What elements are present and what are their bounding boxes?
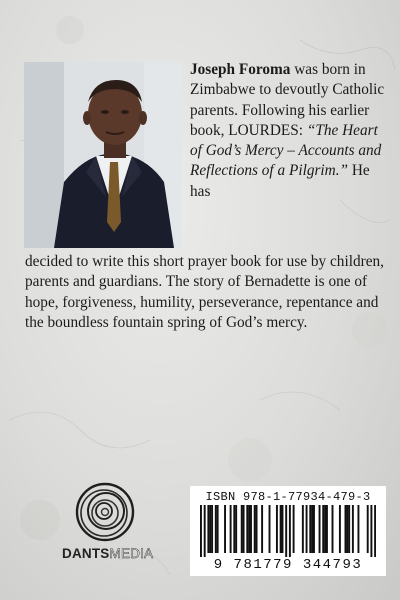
barcode-bar — [293, 505, 295, 553]
author-name: Joseph Foroma — [190, 61, 291, 78]
barcode-bar — [324, 505, 326, 553]
barcode-bar — [374, 505, 376, 557]
barcode-bar — [302, 505, 304, 553]
bio-intro: was born in Zimbabwe to devoutly Catholic parents. Following his earlier book, LOURDES: — [190, 61, 385, 139]
barcode-bar — [248, 505, 250, 553]
barcode-bar — [313, 505, 315, 553]
barcode-bar — [224, 505, 226, 553]
publisher-name-part2: MEDIA — [109, 546, 154, 561]
barcode-bar — [217, 505, 219, 553]
barcode-bar — [306, 505, 308, 553]
barcode-bar — [322, 505, 324, 553]
barcode-bar — [246, 505, 248, 553]
author-bio-continued — [25, 252, 390, 333]
barcode-bar — [319, 505, 321, 553]
barcode-bar — [256, 505, 258, 553]
barcode-bar — [215, 505, 217, 553]
barcode-bar — [289, 505, 291, 557]
barcode-bar — [309, 505, 311, 553]
barcode-bar — [311, 505, 313, 553]
barcode-bar — [332, 505, 334, 553]
barcode-bar — [261, 505, 263, 553]
barcode-bar — [209, 505, 211, 553]
earlier-book-title: “The Heart of God’s Mercy – Accounts and Reflections of a Pilgrim.” — [190, 121, 382, 180]
publisher-logo — [62, 480, 154, 572]
barcode-bar — [280, 505, 282, 553]
publisher-name-part1: DANTS — [62, 546, 110, 561]
publisher-name — [62, 546, 154, 561]
barcode-bar — [204, 505, 206, 557]
barcode-bar — [235, 505, 237, 553]
isbn-barcode — [190, 486, 386, 576]
barcode-bar — [357, 505, 359, 553]
barcode-bar — [207, 505, 209, 553]
barcode-bar — [282, 505, 284, 553]
barcode-bar — [269, 505, 271, 553]
barcode-bar — [243, 505, 245, 553]
author-bio-top — [190, 60, 390, 202]
barcode-bar — [211, 505, 213, 553]
barcode-digits: 9 781779 344793 — [213, 557, 363, 573]
barcode-bar — [285, 505, 287, 557]
barcode-bar — [276, 505, 278, 553]
barcode-bar — [352, 505, 354, 553]
barcode-bar — [370, 505, 372, 557]
barcode-bar — [200, 505, 202, 557]
barcode-bar — [233, 505, 235, 553]
barcode-bar — [367, 505, 369, 553]
bio-after-title: He has — [190, 162, 370, 200]
barcode-bar — [346, 505, 348, 553]
barcode-bar — [339, 505, 341, 553]
barcode-bar — [250, 505, 252, 553]
barcode-bar — [348, 505, 350, 553]
barcode-bar — [254, 505, 256, 553]
publisher-swirl-icon — [73, 480, 137, 544]
bio-continuation: decided to write this short prayer book for use by children, parents and guardians. The story of Bernadette is one of hope, forgiveness, humility, perseverance, repentance and the boundless fountain spring of God’s mercy. — [25, 253, 384, 331]
barcode-bar — [345, 505, 347, 553]
barcode-bar — [241, 505, 243, 553]
barcode-bar — [230, 505, 232, 553]
barcode-bar — [326, 505, 328, 553]
barcode-bars — [200, 505, 376, 557]
isbn-label: ISBN 978-1-77934-479-3 — [205, 490, 371, 504]
author-photo — [24, 62, 182, 248]
